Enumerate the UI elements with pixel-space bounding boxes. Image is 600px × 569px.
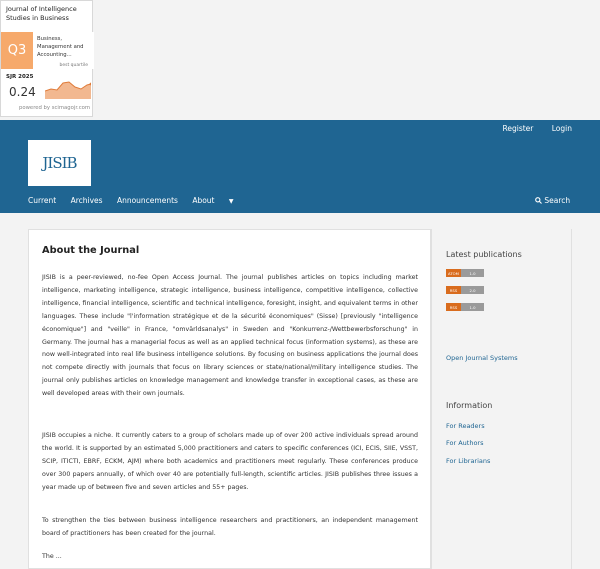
for-authors-link[interactable]: For Authors bbox=[446, 439, 484, 447]
search-link[interactable] bbox=[535, 196, 570, 205]
ojs-link[interactable]: Open Journal Systems bbox=[446, 354, 518, 362]
search-label: Search bbox=[544, 196, 571, 205]
sjr-quartile: Q3 bbox=[1, 32, 33, 69]
paragraph: The ... bbox=[42, 553, 62, 560]
badge-left: RSS bbox=[446, 286, 461, 294]
sjr-powered-by: powered by scimagojr.com bbox=[19, 105, 91, 111]
sjr-value: 0.24 bbox=[9, 85, 36, 99]
badge-left: RSS bbox=[446, 303, 461, 311]
chevron-down-icon: ▼ bbox=[228, 198, 234, 205]
main-content bbox=[28, 229, 431, 569]
for-librarians-link[interactable]: For Librarians bbox=[446, 457, 491, 465]
login-link[interactable]: Login bbox=[551, 124, 572, 133]
paragraph: To strengthen the ties between business intelligence researchers and practitioners, an independent management board of practitioners has been created for the journal. bbox=[42, 517, 418, 537]
sjr-year-label: SJR 2025 bbox=[6, 74, 34, 80]
rss2-feed-badge[interactable] bbox=[446, 286, 484, 294]
register-link[interactable]: Register bbox=[502, 124, 534, 133]
search-icon bbox=[535, 197, 542, 204]
paragraph: JISIB occupies a niche. It currently caters to a group of scholars made up of over 200 active individuals spread around the world. It is supported by an estimated 5,000 practitioners and caters to specific conferences (ICI, ECIS, SIIE, VSST, SCIP, ITICTI, EBRF, ECKM, AJM) where both academics and practitioners meet regularly. These conferences produce over 300 papers annually, of which over 40 are potentially full-length, scientific articles. JISIB publishes three issues a year made up of between five and seven articles and 55+ pages. bbox=[42, 432, 418, 491]
sjr-journal-title: Journal of Intelligence Studies in Business bbox=[6, 5, 77, 22]
badge-right: 1.0 bbox=[461, 303, 484, 311]
nav-current[interactable]: Current bbox=[28, 196, 57, 205]
nav-about[interactable] bbox=[192, 196, 245, 205]
nav-announcements[interactable]: Announcements bbox=[116, 196, 178, 205]
atom-feed-badge[interactable] bbox=[446, 269, 484, 277]
sjr-category: Business, Management and Accounting... bbox=[37, 36, 84, 58]
sjr-sparkline-icon bbox=[45, 77, 91, 99]
rss1-feed-badge[interactable] bbox=[446, 303, 484, 311]
information-title: Information bbox=[446, 401, 493, 410]
sidebar bbox=[431, 229, 572, 569]
sjr-best-quartile: best quartile bbox=[59, 63, 88, 68]
nav-archives[interactable]: Archives bbox=[70, 196, 103, 205]
for-readers-link[interactable]: For Readers bbox=[446, 422, 485, 430]
user-nav bbox=[486, 124, 572, 133]
badge-left: ATOM bbox=[446, 269, 461, 277]
badge-right: 2.0 bbox=[461, 286, 484, 294]
nav-about-label: About bbox=[192, 196, 215, 205]
sjr-widget[interactable] bbox=[0, 0, 93, 117]
journal-logo[interactable]: JISIB bbox=[28, 140, 91, 186]
badge-right: 1.0 bbox=[461, 269, 484, 277]
paragraph: JISIB is a peer-reviewed, no-fee Open Access Journal. The journal publishes articles on topics including market intelligence, marketing intelligence, strategic intelligence, business intelligence, competitive intelligence, collective intelligence, financial intelligence, scientific and technical intelligence, foresight, insight, and equivalent terms in other languages. These include "l'information stratégique et de la sécurité économiques" (Sisse) [previously "intelligence économique"] and "veille" in France, "omvärldsanalys" in Sweden and "Konkurrenz-/Wettbewerbsforschung" in Germany. The journal has a managerial focus as well as an applied technical focus (information systems), as these are now well-integrated into real life business intelligence solutions. By focusing on business applications the journal does not compete directly with journals that focus on library sciences or state/national/military intelligence studies. The journal only publishes articles on knowledge management and knowledge transfer in exceptional cases, as these are well developed areas with their own journals. bbox=[42, 274, 418, 398]
page-title: About the Journal bbox=[42, 245, 140, 256]
primary-nav bbox=[28, 196, 258, 205]
latest-publications-title: Latest publications bbox=[446, 250, 522, 259]
